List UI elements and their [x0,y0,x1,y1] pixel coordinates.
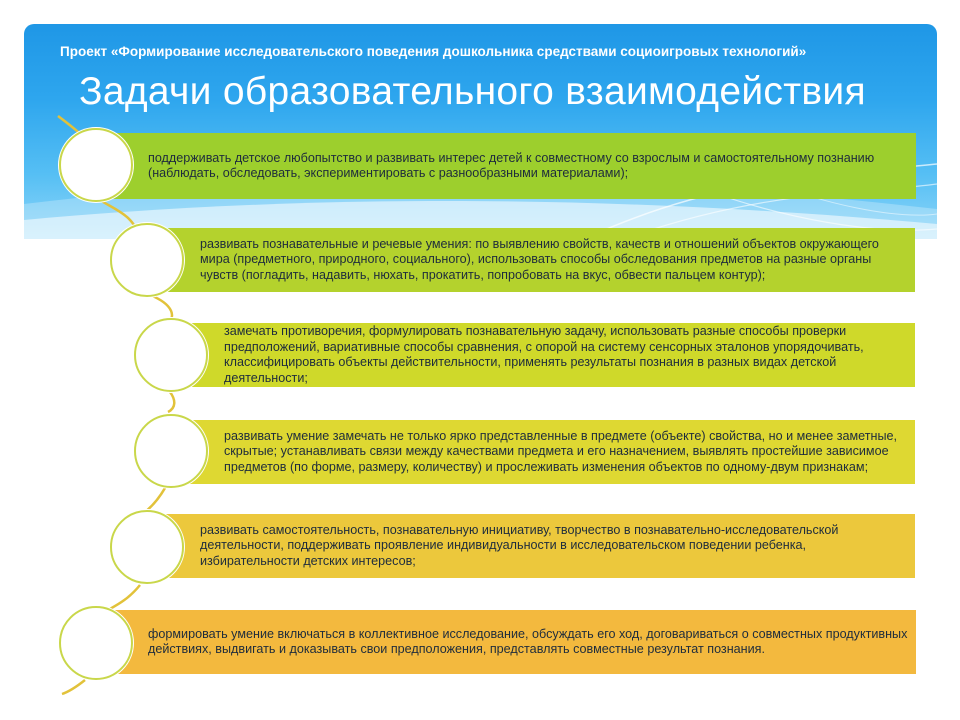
project-subtitle: Проект «Формирование исследовательского поведения дошкольника средствами социоигровых технологий» [60,44,807,59]
task-text-1: поддерживать детское любопытство и развивать интерес детей к совместному со взрослым и самостоятельному познанию (наблюдать, обследовать, экспериментировать с разнообразными материалами); [148,150,875,180]
task-bar-4 [174,420,915,484]
task-bar-5 [148,514,915,578]
timeline-node-2 [110,223,184,297]
task-text-3: замечать противоречия, формулировать познавательную задачу, использовать разные способы проверки предположений, вариативные способы сравнения, с опорой на систему сенсорных эталонов упорядочивать, классифицировать объекты действительности, применять результаты познания в разных видах детской деятельности; [224,324,864,385]
task-text-2: развивать познавательные и речевые умения: по выявлению свойств, качеств и отношений объектов окружающего мира (предметного, природного, социального), использовать способы обследования предметов на разные органы чувств (погладить, надавить, нюхать, прокатить, попробовать на вкус, обвести пальцем контур); [200,236,879,282]
timeline-node-1 [59,128,133,202]
task-bar-2 [148,228,915,292]
timeline-node-6 [59,606,133,680]
timeline-node-3 [134,318,208,392]
page-title: Задачи образовательного взаимодействия [79,70,866,113]
task-bar-3 [174,323,915,387]
task-text-6: формировать умение включаться в коллективное исследование, обсуждать его ход, договариваться о совместных продуктивных действиях, выдвигать и доказывать свои предположения, представлять совместные результат познания. [148,626,908,656]
task-bar-6 [96,610,916,674]
task-text-4: развивать умение замечать не только ярко представленные в предмете (объекте) свойства, но и менее заметные, скрытые; устанавливать связи между качествами предмета и его назначением, выявлять простейшие зависимое предметов (по форме, размеру, количеству) и прослеживать изменения объектов по одному-двум признакам; [224,428,898,474]
timeline-node-4 [134,414,208,488]
task-text-5: развивать самостоятельность, познавательную инициативу, творчество в познавательно-исследовательской деятельности, поддерживать проявление индивидуальности в исследовательском поведении ребенка, избирательности детских интересов; [200,522,839,568]
timeline-node-5 [110,510,184,584]
task-bar-1 [96,133,916,199]
